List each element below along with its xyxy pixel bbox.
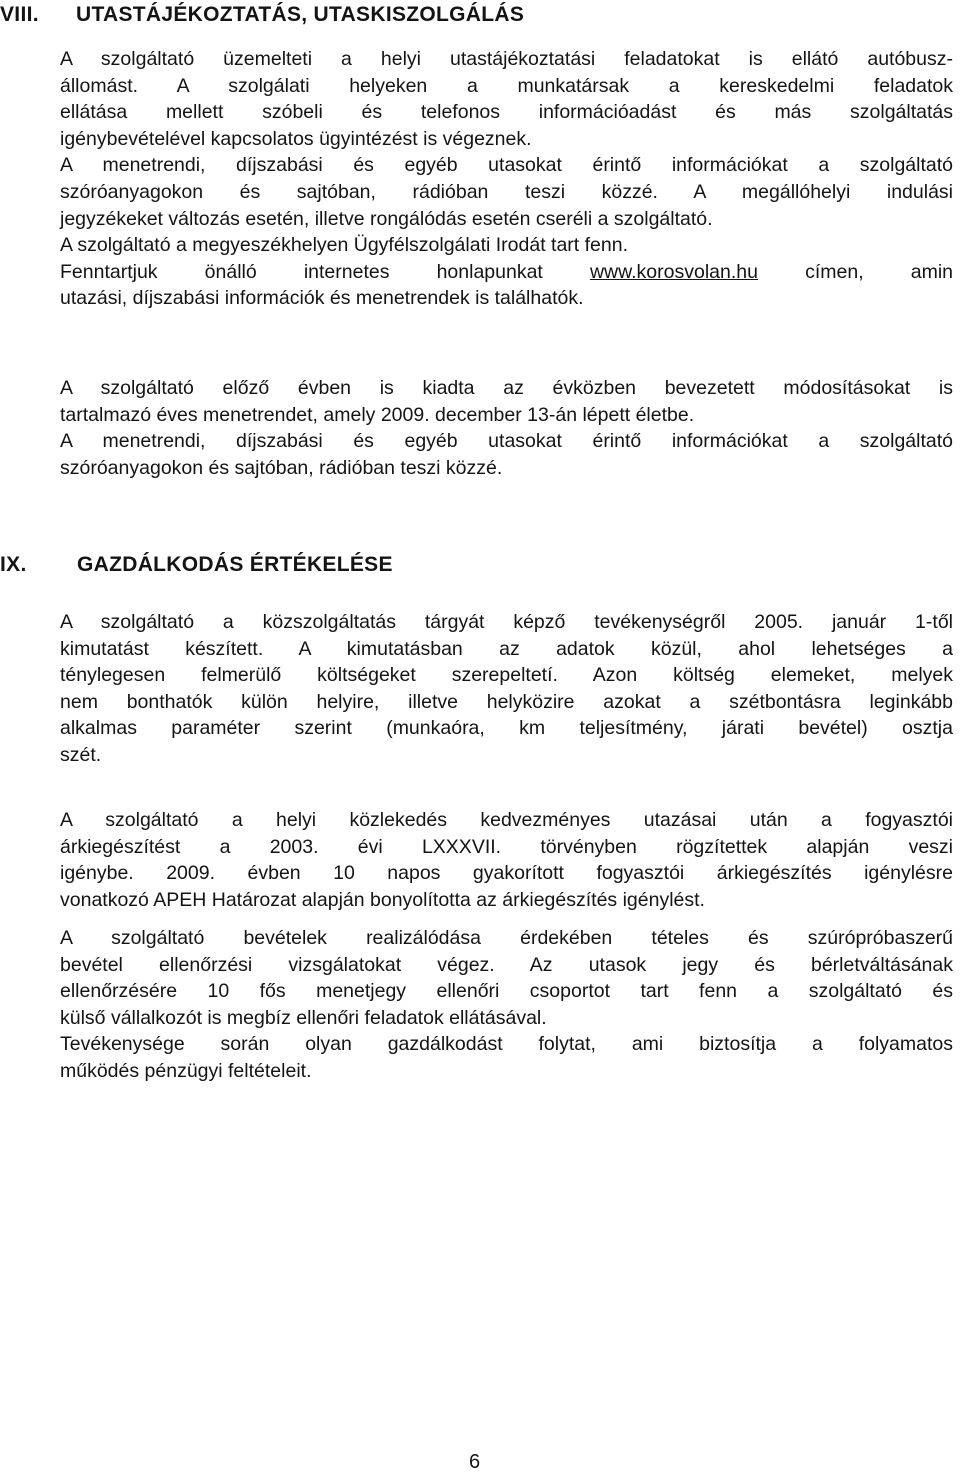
text-fragment: címen, amin [757,260,953,283]
text-line: szóróanyagokon és sajtóban, rádióban teszi közzé. [60,456,503,479]
text-line: ténylegesen felmerülő költségeket szerepeltetí. Azon költség elemeket, melyek [60,664,953,687]
text-line: működés pénzügyi feltételeit. [60,1059,312,1082]
text-line: szóróanyagokon és sajtóban, rádióban teszi közzé. A megállóhelyi indulási [60,180,953,203]
text-line: A szolgáltató előző évben is kiadta az évközben bevezetett módosításokat is [60,377,953,399]
text-line: A menetrendi, díjszabási és egyéb utasokat érintő információkat a szolgáltató [60,430,953,453]
text-line: kimutatást készített. A kimutatásban az adatok közül, ahol lehetséges a [60,637,953,660]
section-number: VIII. [0,3,39,26]
paragraph-passenger-info [60,46,953,312]
text-line: szét. [60,743,102,766]
section-heading-viii [0,3,525,27]
section-heading-ix [0,553,393,577]
paragraph-revenue-control [60,925,953,1085]
paragraph-timetable [60,375,953,481]
text-line: árkiegészítést a 2003. évi LXXXVII. törvényben rögzítettek alapján veszi [60,835,953,858]
page-number: 6 [469,1451,481,1473]
paragraph-cost-report [60,609,953,769]
text-line: ellenőrzésére 10 fős menetjegy ellenőri csoportot tart fenn a szolgáltató és [60,980,953,1003]
section-title: UTASTÁJÉKOZTATÁS, UTASKISZOLGÁLÁS [76,3,525,26]
text-line: bevétel ellenőrzési vizsgálatokat végez. Az utasok jegy és bérletváltásának [60,953,953,976]
text-fragment: Fenntartjuk önálló internetes honlapunkat [60,260,590,283]
text-line: külső vállalkozót is megbíz ellenőri feladatok ellátásával. [60,1006,547,1029]
website-link[interactable]: www.korosvolan.hu [589,260,758,283]
text-line: igénybe. 2009. évben 10 napos gyakorított fogyasztói árkiegészítés igénylésre [60,862,953,885]
section-title: GAZDÁLKODÁS ÉRTÉKELÉSE [77,553,393,576]
text-line: tartalmazó éves menetrendet, amely 2009. december 13-án lépett életbe. [60,403,695,426]
text-line: igénybevételével kapcsolatos ügyintézést is végeznek. [60,127,532,150]
text-line: Tevékenysége során olyan gazdálkodást folytat, ami biztosítja a folyamatos [60,1033,953,1056]
text-line-with-link [60,259,953,286]
text-line: A menetrendi, díjszabási és egyéb utasokat érintő információkat a szolgáltató [60,154,953,177]
text-line: jegyzékeket változás esetén, illetve rongálódás esetén cseréli a szolgáltató. [60,207,713,230]
text-line: A szolgáltató a megyeszékhelyen Ügyfélszolgálati Irodát tart fenn. [60,234,628,257]
section-number: IX. [0,553,27,576]
text-line: utazási, díjszabási információk és menetrendek is találhatók. [60,287,584,310]
text-line: A szolgáltató bevételek realizálódása érdekében tételes és szúrópróbaszerű [60,927,953,949]
text-line: A szolgáltató a közszolgáltatás tárgyát képző tevékenységről 2005. január 1-től [60,611,953,633]
paragraph-price-supplement [60,807,953,913]
text-line: vonatkozó APEH Határozat alapján bonyolította az árkiegészítés igénylést. [60,888,705,911]
text-line: A szolgáltató a helyi közlekedés kedvezményes utazásai után a fogyasztói [60,809,953,831]
text-line: ellátása mellett szóbeli és telefonos információadást és más szolgáltatás [60,101,953,124]
text-line: alkalmas paraméter szerint (munkaóra, km teljesítmény, járati bevétel) osztja [60,717,953,740]
text-line: állomást. A szolgálati helyeken a munkatársak a kereskedelmi feladatok [60,74,953,97]
text-line: A szolgáltató üzemelteti a helyi utastájékoztatási feladatokat is ellátó autóbusz- [60,48,953,70]
text-line: nem bonthatók külön helyire, illetve helyközire azokat a szétbontásra leginkább [60,690,953,713]
